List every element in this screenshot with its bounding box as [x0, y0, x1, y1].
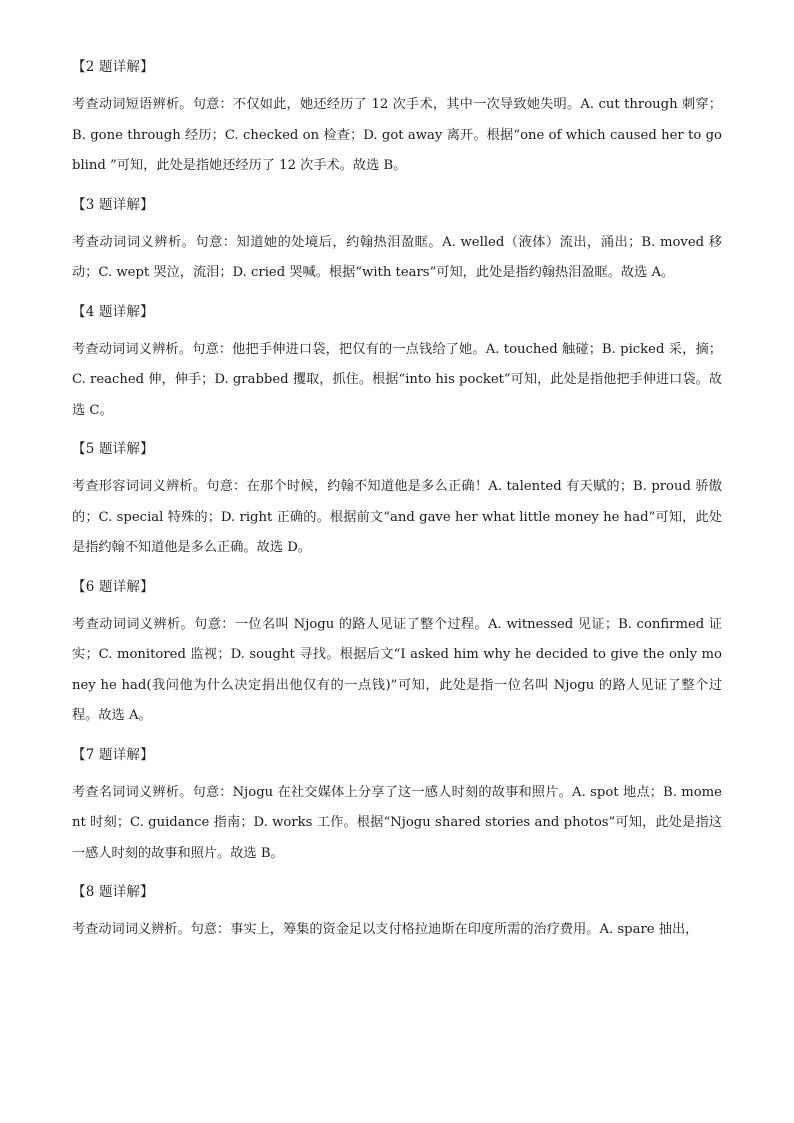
- explanation-section: [72, 578, 722, 732]
- section-body: 考查动词词义辨析。句意：一位名叫 Njogu 的路人见证了整个过程。A. witnessed 见证；B. confirmed 证实；C. monitored 监视；D. sought 寻找。根据后文“I asked him why he decided to give the only money he had(我问他为什么决定捐出他仅有的一点钱)”可知，此处是指一位名叫 Njogu 的路人见证了整个过程。故选 A。: [72, 616, 722, 723]
- explanation-section: [72, 196, 722, 289]
- document-page: [72, 58, 722, 960]
- explanation-section: [72, 746, 722, 870]
- explanation-section: [72, 58, 722, 182]
- section-body: 考查动词短语辨析。句意：不仅如此，她还经历了 12 次手术，其中一次导致她失明。A. cut through 刺穿；B. gone through 经历；C. checked on 检查；D. got away 离开。根据“one of which caused her to go blind ”可知，此处是指她还经历了 12 次手术。故选 B。: [72, 97, 722, 173]
- explanation-section: [72, 883, 722, 946]
- section-body: 考查动词词义辨析。句意：知道她的处境后，约翰热泪盈眶。A. welled（液体）流出，涌出；B. moved 移动；C. wept 哭泣，流泪；D. cried 哭喊。根据“with tears”可知，此处是指约翰热泪盈眶。故选 A。: [72, 234, 722, 280]
- section-body: 考查动词词义辨析。句意：事实上，筹集的资金足以支付格拉迪斯在印度所需的治疗费用。A. spare 抽出，: [72, 922, 699, 937]
- section-heading: 【5 题详解】: [72, 441, 154, 457]
- section-heading: 【3 题详解】: [72, 196, 154, 213]
- explanation-section: [72, 303, 722, 427]
- explanation-section: [72, 440, 722, 564]
- section-heading: 【4 题详解】: [72, 303, 154, 320]
- section-heading: 【2 题详解】: [72, 59, 154, 75]
- section-heading: 【8 题详解】: [72, 884, 154, 900]
- section-body: 考查形容词词义辨析。句意：在那个时候，约翰不知道他是多么正确！A. talented 有天赋的；B. proud 骄傲的；C. special 特殊的；D. right 正确的。根据前文“and gave her what little money he had”可知，此处是指约翰不知道他是多么正确。故选 D。: [72, 479, 722, 555]
- section-heading: 【7 题详解】: [72, 746, 154, 763]
- section-body: 考查名词词义辨析。句意：Njogu 在社交媒体上分享了这一感人时刻的故事和照片。A. spot 地点；B. moment 时刻；C. guidance 指南；D. works 工作。根据“Njogu shared stories and photos”可知，此处是指这一感人时刻的故事和照片。故选 B。: [72, 784, 722, 861]
- section-heading: 【6 题详解】: [72, 578, 154, 595]
- section-body: 考查动词词义辨析。句意：他把手伸进口袋，把仅有的一点钱给了她。A. touched 触碰；B. picked 采，摘；C. reached 伸，伸手；D. grabbed 攫取，抓住。根据“into his pocket”可知，此处是指他把手伸进口袋。故选 C。: [72, 341, 722, 418]
